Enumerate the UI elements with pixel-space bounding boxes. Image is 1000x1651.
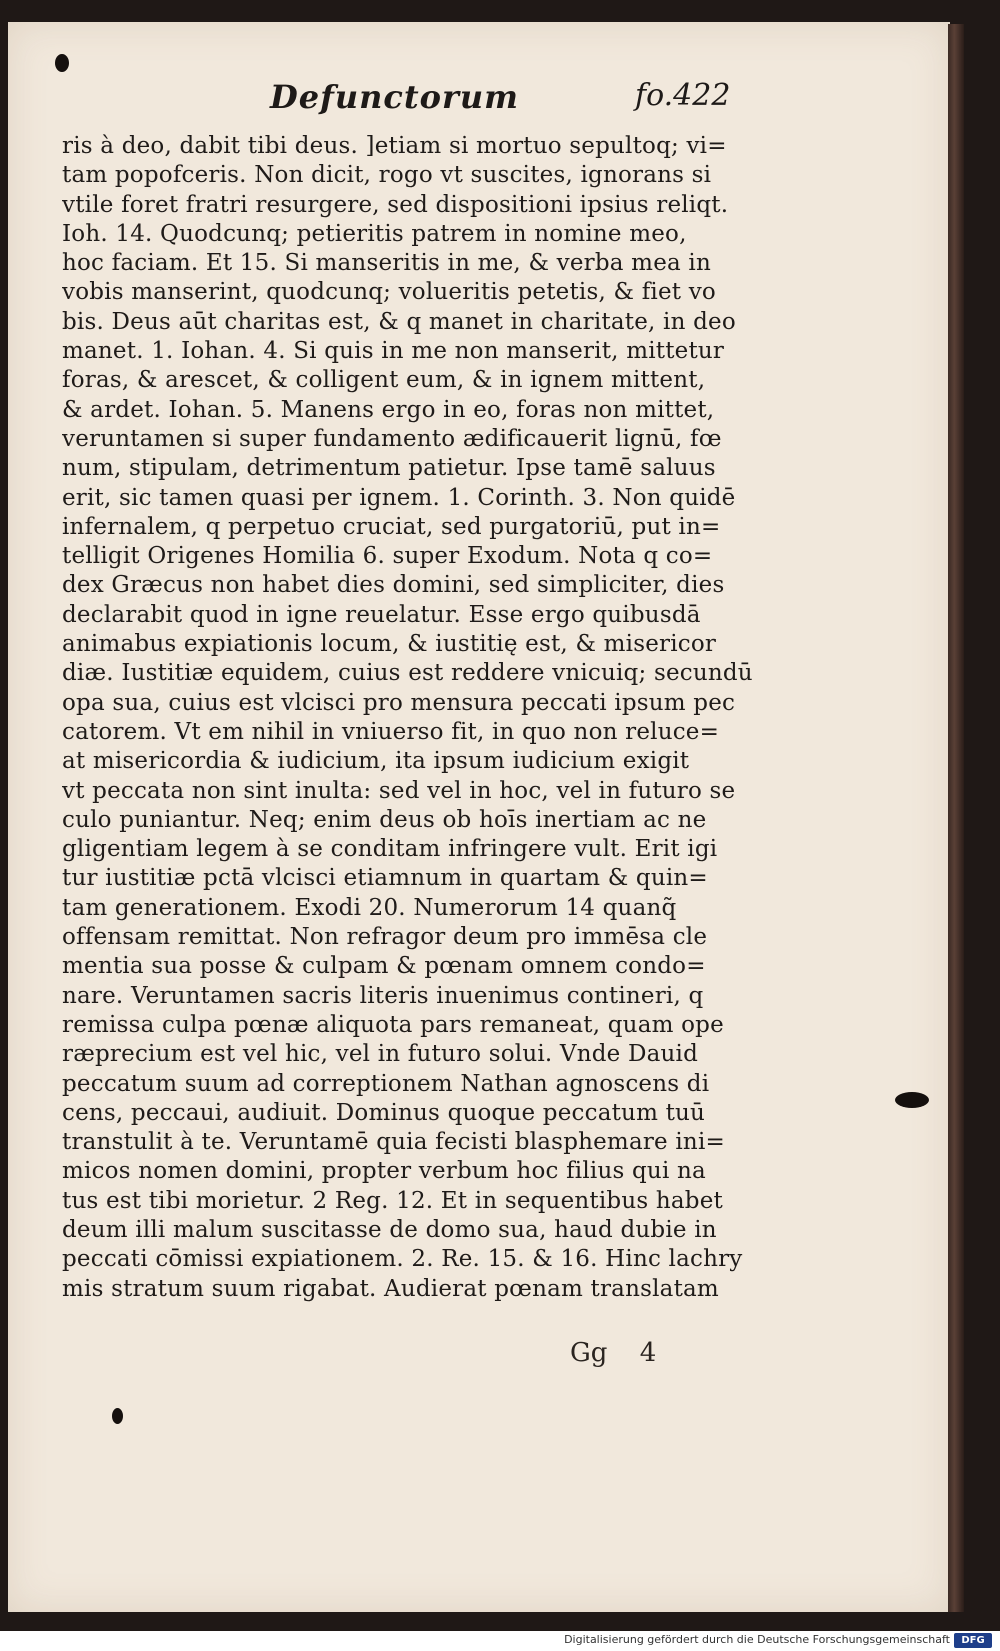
text-line: & ardet. Iohan. 5. Manens ergo in eo, foras non mittet,: [62, 396, 715, 423]
text-line: manet. 1. Iohan. 4. Si quis in me non manserit, mittetur: [62, 338, 725, 365]
text-line: vobis manserint, quodcunq; volueritis petetis, & fiet vo: [62, 279, 716, 306]
text-line: deum illi malum suscitasse de domo sua, haud dubie in: [62, 1216, 717, 1243]
ink-blot: [55, 54, 69, 72]
text-line: ræprecium est vel hic, vel in futuro solui. Vnde Dauid: [62, 1041, 699, 1068]
text-line: transtulit à te. Veruntamē quia fecisti blasphemare ini=: [62, 1129, 725, 1156]
text-line: gligentiam legem à se conditam infringere vult. Erit igi: [62, 836, 718, 863]
text-line: ris à deo, dabit tibi deus. ]etiam si mortuo sepultoq; vi=: [62, 133, 727, 159]
signature-mark: [570, 1338, 656, 1368]
text-line: foras, & arescet, & colligent eum, & in ignem mittent,: [62, 367, 706, 394]
text-line: bis. Deus aūt charitas est, & q manet in charitate, in deo: [62, 308, 736, 335]
text-line: erit, sic tamen quasi per ignem. 1. Corinth. 3. Non quidē: [62, 484, 736, 511]
text-line: veruntamen si super fundamento ædificauerit lignū, fœ: [62, 425, 722, 452]
text-line: tam popofceris. Non dicit, rogo vt suscites, ignorans si: [62, 162, 712, 189]
text-line: culo puniantur. Neq; enim deus ob hoīs inertiam ac ne: [62, 806, 707, 833]
text-line: telligit Origenes Homilia 6. super Exodum. Nota q co=: [62, 543, 713, 570]
text-line: hoc faciam. Et 15. Si manseritis in me, & verba mea in: [62, 250, 711, 277]
text-line: offensam remittat. Non refragor deum pro immēsa cle: [62, 924, 708, 951]
header-title: Defunctorum: [270, 78, 519, 116]
signature-number: 4: [639, 1338, 657, 1368]
dfg-logo: DFG: [954, 1633, 992, 1648]
text-line: animabus expiationis locum, & iustitię est, & misericor: [62, 631, 717, 658]
text-line: tam generationem. Exodi 20. Numerorum 14 quanq̃: [62, 894, 677, 921]
signature-letters: Gg: [570, 1338, 608, 1368]
running-header: [240, 78, 740, 128]
text-line: peccatum suum ad correptionem Nathan agnoscens di: [62, 1070, 710, 1097]
text-line: at misericordia & iudicium, ita ipsum iudicium exigit: [62, 748, 690, 775]
text-line: vtile foret fratri resurgere, sed dispositioni ipsius reliqt.: [62, 191, 729, 218]
text-line: mentia sua posse & culpam & pœnam omnem condo=: [62, 953, 706, 980]
text-line: nare. Veruntamen sacris literis inuenimus contineri, q: [62, 982, 704, 1009]
text-line: vt peccata non sint inulta: sed vel in hoc, vel in futuro se: [62, 777, 736, 804]
text-line: mis stratum suum rigabat. Audierat pœnam translatam: [62, 1275, 719, 1302]
ink-blot: [112, 1408, 123, 1424]
text-line: tus est tibi morietur. 2 Reg. 12. Et in sequentibus habet: [62, 1187, 723, 1214]
text-line: dex Græcus non habet dies domini, sed simpliciter, dies: [62, 572, 725, 599]
text-line: Ioh. 14. Quodcunq; petieritis patrem in nomine meo,: [62, 220, 687, 247]
text-line: cens, peccaui, audiuit. Dominus quoque peccatum tuū: [62, 1099, 706, 1126]
page-edge-shadow: [948, 24, 964, 1612]
funding-credit: Digitalisierung gefördert durch die Deutsche Forschungsgemeinschaft: [564, 1633, 950, 1646]
text-line: micos nomen domini, propter verbum hoc filius qui na: [62, 1158, 706, 1185]
text-line: catorem. Vt em nihil in vniuerso fit, in quo non reluce=: [62, 718, 720, 745]
text-line: declarabit quod in igne reuelatur. Esse ergo quibusdā: [62, 601, 701, 628]
ink-blot: [895, 1092, 929, 1108]
text-line: opa sua, cuius est vlcisci pro mensura peccati ipsum pec: [62, 689, 736, 716]
text-line: infernalem, q perpetuo cruciat, sed purgatoriū, put in=: [62, 513, 721, 540]
footer-bar: [0, 1631, 1000, 1651]
text-line: remissa culpa pœnæ aliquota pars remaneat, quam ope: [62, 1011, 724, 1038]
text-line: peccati cōmissi expiationem. 2. Re. 15. & 16. Hinc lachry: [62, 1246, 743, 1273]
text-line: num, stipulam, detrimentum patietur. Ipse tamē saluus: [62, 455, 716, 482]
body-text-block: [62, 132, 762, 1304]
text-line: diæ. Iustitiæ equidem, cuius est reddere vnicuiq; secundū: [62, 660, 753, 687]
folio-number: fo.422: [635, 78, 731, 113]
text-line: tur iustitiæ pctā vlcisci etiamnum in quartam & quin=: [62, 865, 708, 892]
